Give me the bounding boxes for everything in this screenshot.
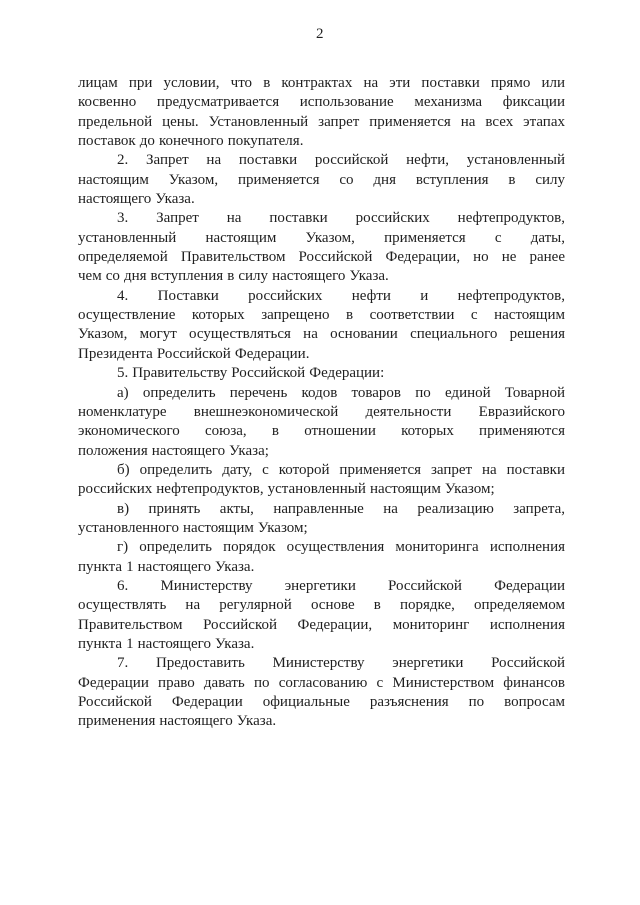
text-line: Президента Российской Федерации. bbox=[78, 345, 310, 362]
text-line: применения настоящего Указа. bbox=[78, 713, 277, 730]
text-line: установленный настоящим Указом, применяется с даты, bbox=[78, 229, 565, 246]
text-line: поставок до конечного покупателя. bbox=[78, 133, 304, 150]
text-line: установленного настоящим Указом; bbox=[78, 519, 308, 536]
text-line: российских нефтепродуктов, установленный настоящим Указом; bbox=[78, 481, 495, 498]
text-line: 3. Запрет на поставки российских нефтепродуктов, bbox=[117, 210, 565, 227]
text-line: г) определить порядок осуществления мониторинга исполнения bbox=[117, 539, 565, 556]
text-line: Российской Федерации официальные разъяснения по вопросам bbox=[78, 694, 565, 710]
paragraph bbox=[78, 364, 565, 383]
text-line: Федерации право давать по согласованию с Министерством финансов bbox=[78, 674, 565, 691]
text-line: 4. Поставки российских нефти и нефтепродуктов, bbox=[117, 287, 565, 304]
paragraph bbox=[78, 287, 565, 364]
text-line: Указом, могут осуществляться на основании специального решения bbox=[78, 326, 565, 343]
text-line: определяемой Правительством Российской Федерации, но не ранее bbox=[78, 249, 565, 266]
text-line: а) определить перечень кодов товаров по единой Товарной bbox=[117, 384, 565, 401]
page-number: 2 bbox=[316, 26, 324, 42]
text-line: положения настоящего Указа; bbox=[78, 442, 269, 459]
paragraph bbox=[78, 74, 565, 151]
text-line: косвенно предусматривается использование механизма фиксации bbox=[78, 94, 565, 111]
text-line: пункта 1 настоящего Указа. bbox=[78, 635, 255, 652]
paragraph bbox=[78, 384, 565, 461]
paragraph bbox=[78, 151, 565, 209]
text-line: настоящего Указа. bbox=[78, 191, 195, 208]
document-body bbox=[78, 74, 565, 732]
text-line: осуществление которых запрещено в соответствии с настоящим bbox=[78, 307, 565, 324]
text-line: б) определить дату, с которой применяется запрет на поставки bbox=[117, 461, 565, 478]
text-line: 5. Правительству Российской Федерации: bbox=[117, 365, 385, 382]
text-line: пункта 1 настоящего Указа. bbox=[78, 558, 255, 575]
text-line: 2. Запрет на поставки российской нефти, установленный bbox=[117, 152, 565, 169]
text-line: номенклатуре внешнеэкономической деятельности Евразийского bbox=[78, 403, 565, 420]
paragraph bbox=[78, 538, 565, 577]
text-line: 6. Министерству энергетики Российской Федерации bbox=[117, 577, 565, 594]
text-line: чем со дня вступления в силу настоящего Указа. bbox=[78, 268, 389, 285]
text-line: предельной цены. Установленный запрет применяется на всех этапах bbox=[78, 113, 565, 130]
paragraph bbox=[78, 500, 565, 539]
paragraph bbox=[78, 461, 565, 500]
paragraph bbox=[78, 577, 565, 654]
text-line: настоящим Указом, применяется со дня вступления в силу bbox=[78, 171, 565, 188]
text-line: 7. Предоставить Министерству энергетики Российской bbox=[117, 655, 565, 672]
paragraph bbox=[78, 209, 565, 286]
text-line: лицам при условии, что в контрактах на эти поставки прямо или bbox=[78, 75, 565, 91]
paragraph bbox=[78, 654, 565, 731]
text-line: Правительством Российской Федерации, мониторинг исполнения bbox=[78, 616, 565, 633]
text-line: экономического союза, в отношении которых применяются bbox=[78, 423, 565, 440]
text-line: осуществлять на регулярной основе в порядке, определяемом bbox=[78, 597, 565, 614]
text-line: в) принять акты, направленные на реализацию запрета, bbox=[117, 500, 565, 517]
